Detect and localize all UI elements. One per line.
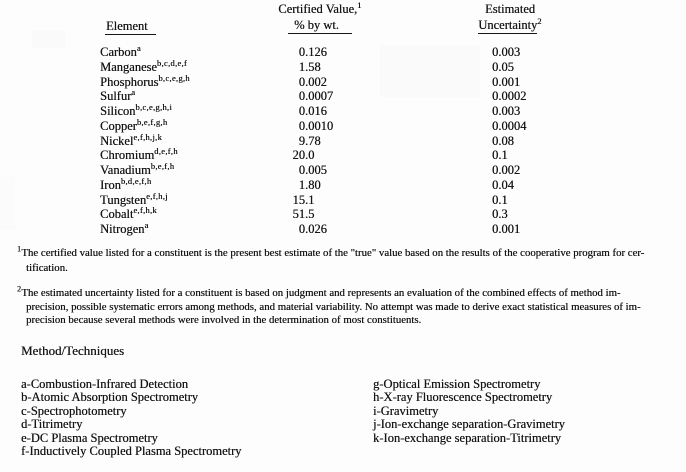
- element-name: Carbon$^a$: [100, 42, 141, 59]
- method-item: f-Inductively Coupled Plasma Spectrometry: [21, 444, 242, 459]
- element-name: Nitrogen$^a$: [100, 219, 149, 236]
- method-item: j-Ion-exchange separation-Gravimetry: [373, 417, 565, 432]
- certified-value: 0 .126: [298, 45, 327, 59]
- uncertainty-value: 0.04: [492, 177, 514, 192]
- method-item: k-Ion-exchange separation-Titrimetry: [373, 430, 562, 445]
- table-row: [100, 207, 526, 222]
- footnote-ref-2: 2: [537, 15, 542, 26]
- table-row: [100, 116, 527, 134]
- method-item: i-Gravimetry: [373, 403, 439, 418]
- method-superscript: e,f,h,j: [146, 190, 168, 201]
- footnote-1: [17, 246, 673, 276]
- certified-value: 0 .016: [298, 104, 327, 118]
- method-item: b-Atomic Absorption Spectrometry: [21, 390, 199, 405]
- certified-value-header-line2: [250, 18, 390, 34]
- method-superscript: b,c,d,e,f: [156, 57, 187, 68]
- method-superscript: b,e,f,g,h: [136, 116, 168, 127]
- estimated-label: Estimated: [485, 2, 535, 16]
- table-row: [100, 72, 526, 90]
- column-header-certified-value: [250, 2, 390, 33]
- method-item: a-Combustion-Infrared Detection: [21, 377, 188, 391]
- method-superscript: b,c,e,g,h: [158, 72, 190, 83]
- certified-value: 9 .78: [298, 133, 321, 148]
- footnote-line: $^1$The certified value listed for a constituent is the present best estimate of the "true" value based on the results of the cooperative program for cer-: [17, 244, 645, 259]
- uncertainty-value: 0.0004: [492, 118, 527, 133]
- method-item: d-Titrimetry: [21, 417, 83, 432]
- certified-value-header-line1: [250, 2, 390, 18]
- element-name: Iron$^{b,d,e,f,h}$: [100, 175, 152, 192]
- footnote-line: precision, possible systematic errors among methods, and material variability. No attempt was made to derive exact statistical measures of im-: [26, 300, 641, 313]
- method-superscript: a: [136, 42, 141, 53]
- table-row: [100, 219, 526, 237]
- scan-artifact: [0, 177, 15, 230]
- element-name: Manganese$^{b,c,d,e,f}$: [100, 57, 187, 74]
- footnote-marker: 2: [17, 284, 22, 294]
- uncertainty-value: 0.003: [492, 45, 521, 59]
- element-name: Sulfur$^a$: [100, 87, 136, 104]
- certified-value: 15 .1: [292, 192, 315, 207]
- uncertainty-value: 0.001: [492, 74, 521, 89]
- uncertainty-value: 0.1: [492, 148, 508, 163]
- certified-value: 1 .80: [298, 177, 321, 192]
- certified-value: 20 .0: [292, 148, 315, 163]
- method-item: e-DC Plasma Spectrometry: [21, 430, 158, 445]
- percent-by-wt-label: % by wt.: [288, 18, 352, 34]
- footnote-marker: 1: [17, 244, 22, 254]
- certified-value: 0 .026: [298, 222, 327, 236]
- element-name: Tungsten$^{e,f,h,j}$: [100, 190, 168, 207]
- method-superscript: b,d,e,f,h: [120, 175, 152, 186]
- certified-value-header-text: Certified Value,: [278, 2, 358, 16]
- method-superscript: b,c,e,g,h,i: [135, 101, 173, 112]
- uncertainty-header-line2: [452, 15, 568, 34]
- method-item: h-X-ray Fluorescence Spectrometry: [373, 390, 553, 405]
- uncertainty-value: 0.3: [492, 207, 508, 222]
- methods-list-left: [21, 378, 241, 458]
- uncertainty-value: 0.0002: [492, 89, 527, 104]
- element-name: Copper$^{b,e,f,g,h}$: [100, 116, 168, 133]
- method-superscript: a: [131, 87, 136, 98]
- column-header-uncertainty: [452, 2, 568, 33]
- certified-value: 1 .58: [298, 59, 321, 74]
- method-superscript: e,f,h,j,k: [133, 131, 162, 142]
- table-row: [100, 190, 526, 208]
- uncertainty-value: 0.001: [492, 222, 521, 236]
- uncertainty-label: Uncertainty: [478, 17, 538, 32]
- method-superscript: b,e,f,h: [150, 160, 175, 171]
- footnote-ref-1: 1: [357, 0, 362, 10]
- methods-heading: Method/Techniques: [21, 343, 125, 358]
- table-row: [100, 160, 526, 178]
- element-name: Chromium$^{d,e,f,h}$: [100, 146, 178, 163]
- element-name: Phosphorus$^{b,c,e,g,h}$: [100, 72, 190, 89]
- method-item: c-Spectrophotometry: [21, 403, 127, 418]
- footnote-2: [17, 284, 673, 328]
- certified-value: 51 .5: [292, 207, 315, 222]
- scan-artifact: [32, 31, 65, 48]
- element-header-label: Element: [105, 19, 156, 35]
- certified-value: 0 .002: [298, 74, 327, 89]
- uncertainty-value: 0.002: [492, 163, 521, 177]
- methods-list-right: [373, 378, 565, 445]
- footnote-line: $^2$The estimated uncertainty listed for a constituent is based on judgment and represents an evaluation of the combined effects of method im-: [17, 284, 621, 299]
- certified-value: 0 .0007: [298, 89, 334, 104]
- certified-value: 0 .005: [298, 163, 327, 177]
- element-name: Cobalt$^{e,f,h,k}$: [100, 205, 157, 222]
- certified-value: 0 .0010: [298, 118, 334, 133]
- method-superscript: d,e,f,h: [154, 146, 178, 157]
- footnote-line: tification.: [26, 261, 68, 274]
- method-item: g-Optical Emission Spectrometry: [373, 377, 541, 391]
- uncertainty-value: 0.08: [492, 133, 514, 148]
- uncertainty-value: 0.05: [492, 59, 514, 74]
- footnote-line: precision because several methods were involved in the determination of most constituents.: [26, 314, 422, 327]
- uncertainty-value: 0.003: [492, 104, 521, 118]
- method-superscript: a: [144, 219, 149, 230]
- method-superscript: e,f,h,k: [133, 205, 157, 216]
- element-name: Nickel$^{e,f,h,j,k}$: [100, 131, 162, 148]
- column-header-element: [105, 19, 156, 34]
- element-table: [100, 42, 527, 237]
- element-name: Vanadium$^{b,e,f,h}$: [100, 160, 175, 177]
- uncertainty-value: 0.1: [492, 192, 508, 207]
- element-name: Silicon$^{b,c,e,g,h,i}$: [100, 101, 173, 118]
